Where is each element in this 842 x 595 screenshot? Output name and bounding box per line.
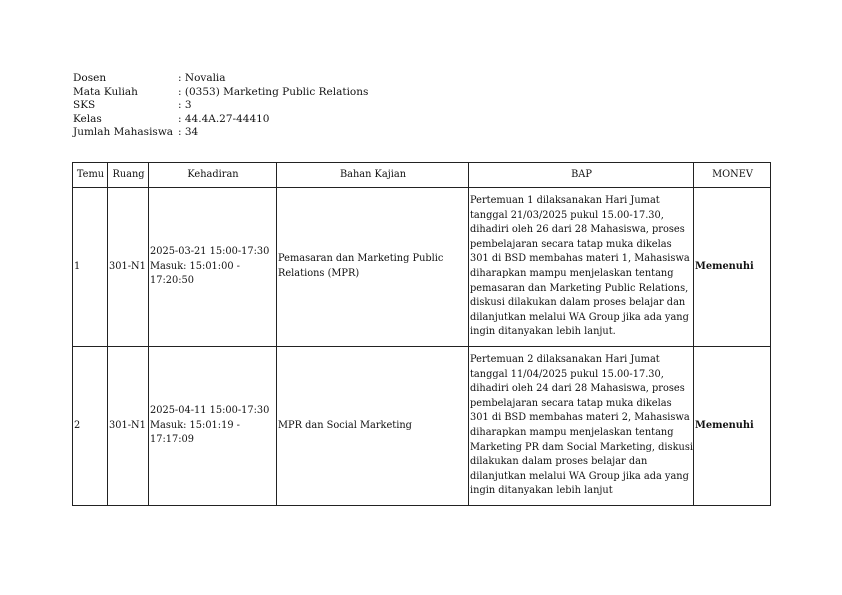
info-label: Jumlah Mahasiswa xyxy=(73,126,174,139)
table-row xyxy=(73,347,771,506)
info-row-mata-kuliah xyxy=(73,86,368,100)
cell-kehadiran xyxy=(149,188,277,347)
info-label: Kelas xyxy=(73,112,102,125)
cell-ruang: 301-N1 xyxy=(108,188,149,347)
kehadiran-masuk: Masuk: 15:01:19 - 17:17:09 xyxy=(150,419,240,446)
info-value: : Novalia xyxy=(178,72,226,84)
table-header-row xyxy=(73,163,771,188)
info-value: : 34 xyxy=(178,126,199,139)
info-value: : (0353) Marketing Public Relations xyxy=(178,85,369,98)
kehadiran-jadwal: 2025-03-21 15:00-17:30 xyxy=(150,246,270,258)
info-label: SKS xyxy=(73,99,96,112)
bap-table xyxy=(72,162,771,506)
cell-bap: Pertemuan 2 dilaksanakan Hari Jumat tanggal 11/04/2025 pukul 15.00-17.30, dihadiri oleh 24 dari 28 Mahasiswa, proses pembelajaran secara tatap muka dikelas 301 di BSD membahas materi 2, Mahasiswa diharapkan mampu menjelaskan tentang Marketing PR dam Social Marketing, diskusi dilakukan dalam proses belajar dan dilanjutkan melalui WA Group jika ada yang ingin ditanyakan lebih lanjut xyxy=(469,347,694,506)
header-bap: BAP xyxy=(469,163,694,188)
cell-ruang: 301-N1 xyxy=(108,347,149,506)
cell-bap: Pertemuan 1 dilaksanakan Hari Jumat tanggal 21/03/2025 pukul 15.00-17.30, dihadiri oleh 26 dari 28 Mahasiswa, proses pembelajaran secara tatap muka dikelas 301 di BSD membahas materi 1, Mahasiswa diharapkan mampu menjelaskan tentang pemasaran dan Marketing Public Relations, diskusi dilakukan dalam proses belajar dan dilanjutkan melalui WA Group jika ada yang ingin ditanyakan lebih lanjut. xyxy=(469,188,694,347)
cell-monev: Memenuhi xyxy=(694,347,771,506)
cell-temu: 1 xyxy=(73,188,108,347)
kehadiran-masuk: Masuk: 15:01:00 - 17:20:50 xyxy=(150,260,240,287)
header-bahan-kajian: Bahan Kajian xyxy=(277,163,469,188)
cell-monev: Memenuhi xyxy=(694,188,771,347)
header-temu: Temu xyxy=(73,163,108,188)
header-ruang: Ruang xyxy=(108,163,149,188)
cell-temu: 2 xyxy=(73,347,108,506)
cell-kehadiran xyxy=(149,347,277,506)
course-info xyxy=(73,72,368,140)
info-label: Dosen xyxy=(73,72,107,84)
info-row-sks xyxy=(73,99,368,113)
cell-bahan-kajian: MPR dan Social Marketing xyxy=(277,347,469,506)
kehadiran-jadwal: 2025-04-11 15:00-17:30 xyxy=(150,405,270,417)
info-value: : 44.4A.27-44410 xyxy=(178,112,270,125)
info-value: : 3 xyxy=(178,99,192,112)
header-monev: MONEV xyxy=(694,163,771,188)
cell-bahan-kajian: Pemasaran dan Marketing Public Relations (MPR) xyxy=(277,188,469,347)
info-row-jumlah-mahasiswa xyxy=(73,126,368,140)
info-row-kelas xyxy=(73,113,368,127)
table-row xyxy=(73,188,771,347)
info-row-dosen xyxy=(73,72,368,86)
info-label: Mata Kuliah xyxy=(73,85,138,98)
header-kehadiran: Kehadiran xyxy=(149,163,277,188)
